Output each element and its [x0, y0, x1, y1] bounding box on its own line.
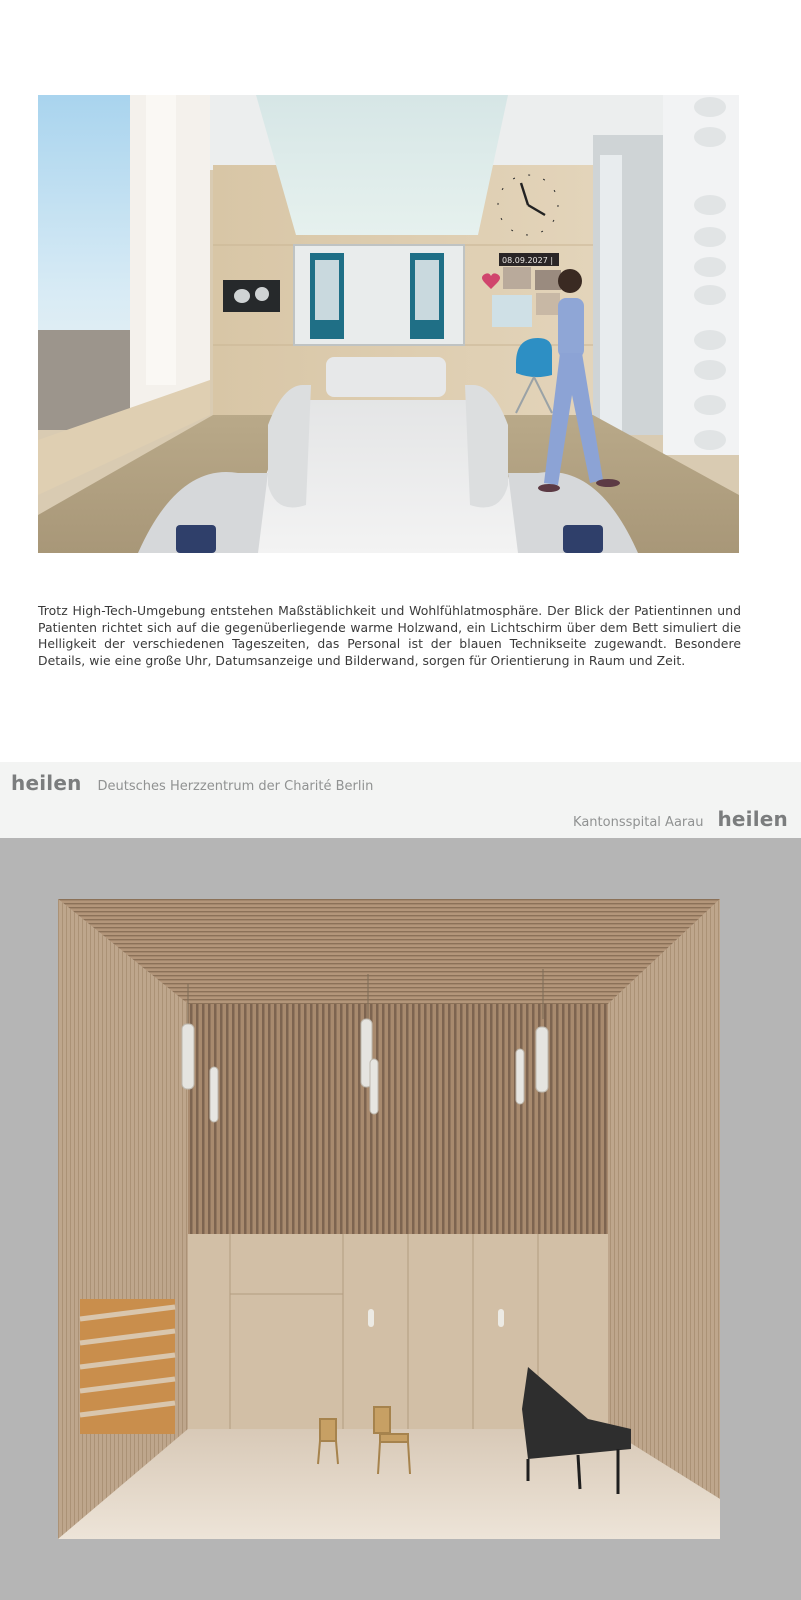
- hospital-room-illustration: [38, 95, 739, 553]
- date-display-text: 08.09.2027 |: [502, 256, 554, 265]
- section-keyword-left: heilen: [11, 771, 82, 795]
- light-screen: [256, 95, 508, 235]
- section-header-band: [0, 762, 801, 838]
- music-room-section: [0, 838, 801, 1600]
- right-project-label: [573, 807, 788, 831]
- photo: [536, 293, 560, 315]
- project-name-left: Deutsches Herzzentrum der Charité Berlin: [97, 779, 374, 794]
- image-caption: Trotz High-Tech-Umgebung entstehen Maßstäblichkeit und Wohlfühlatmosphäre. Der Blick der Patientinnen und Patienten richtet sich auf die gegenüberliegende warme Holzwand, ein Lichtschirm über dem Bett simuliert die Helligkeit der verschiedenen Tageszeiten, das Personal ist der blauen Technikseite zugewandt. Besondere Details, wie eine große Uhr, Datumsanzeige und Bilderwand, sorgen für Orientierung in Raum und Zeit.: [38, 603, 741, 668]
- lamella-window: [80, 1299, 175, 1434]
- left-project-label: [11, 771, 373, 795]
- wall-sconce: [498, 1309, 504, 1327]
- photo: [492, 295, 532, 327]
- project-name-right: Kantonsspital Aarau: [573, 815, 704, 830]
- wall-sconce: [368, 1309, 374, 1327]
- music-room-rendering: [58, 899, 720, 1539]
- left-wall: [58, 899, 188, 1539]
- hospital-room-rendering: [38, 95, 739, 553]
- music-room-illustration: [58, 899, 720, 1539]
- xray-display: [223, 280, 280, 312]
- photo: [535, 270, 561, 290]
- right-wall: [608, 899, 720, 1499]
- photo: [503, 267, 531, 289]
- hospital-section: [0, 0, 801, 762]
- section-keyword-right: heilen: [717, 807, 788, 831]
